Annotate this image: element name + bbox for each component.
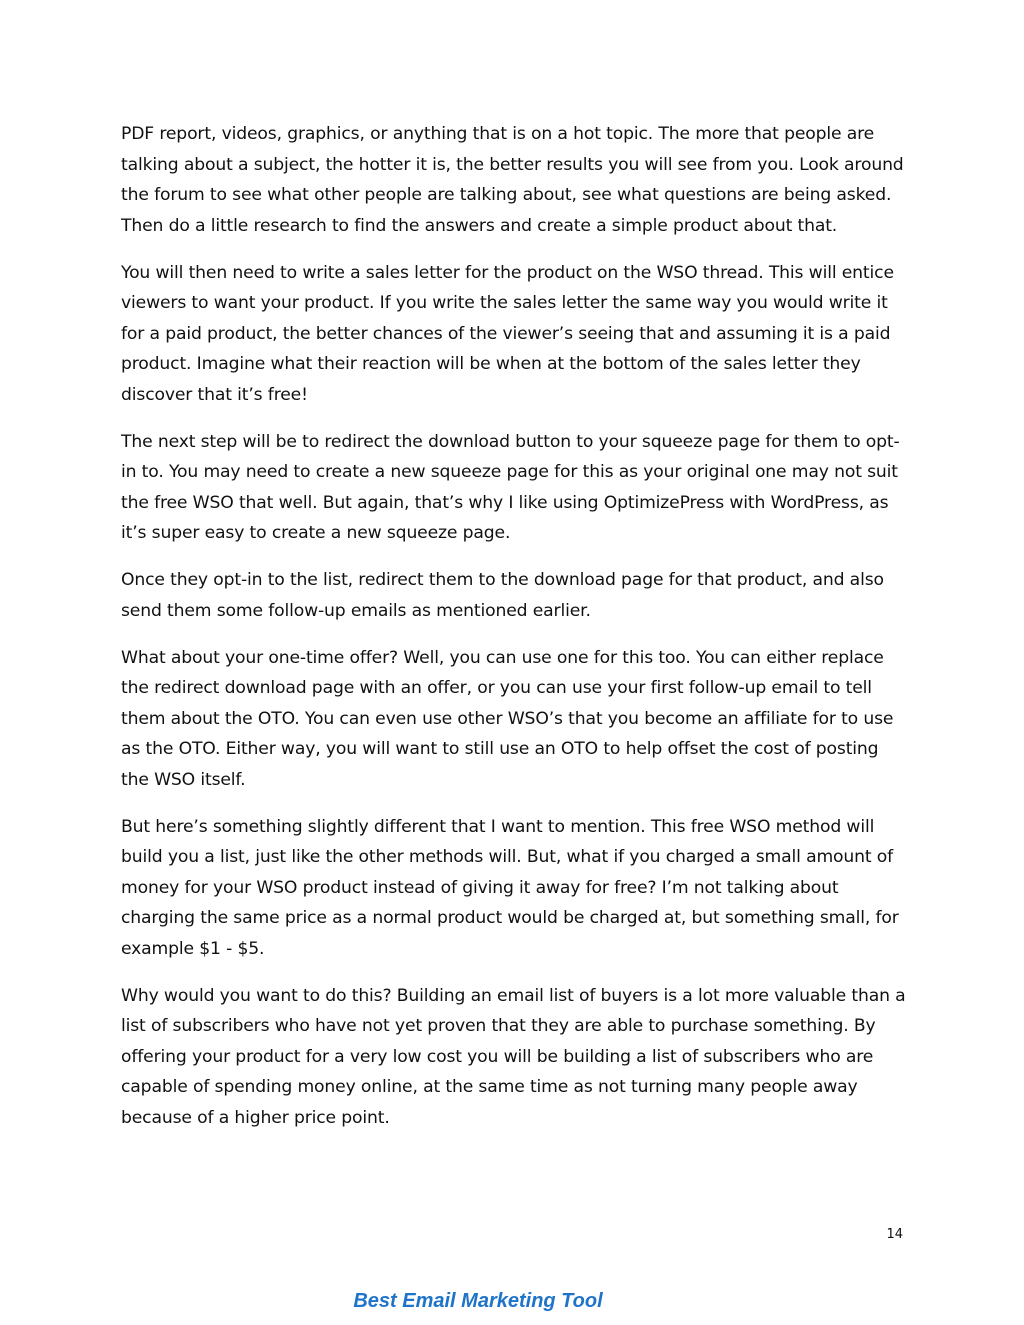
paragraph-6: But here’s something slightly different that I want to mention. This free WSO method will build you a list, just like the other methods will. But, what if you charged a small amount of money for your WSO product instead of giving it away for free? I’m not talking about charging the same price as a normal product would be charged at, but something small, for example $1 - $5. — [121, 816, 899, 959]
paragraph-5: What about your one-time offer? Well, you can use one for this too. You can either replace the redirect download page with an offer, or you can use your first follow-up email to tell them about the OTO. You can even use other WSO’s that you become an affiliate for to use as the OTO. Either way, you will want to still use an OTO to help offset the cost of posting the WSO itself. — [121, 647, 894, 790]
page-number: 14 — [886, 1227, 903, 1242]
footer-link[interactable]: Best Email Marketing Tool — [353, 1290, 603, 1312]
paragraph-4: Once they opt-in to the list, redirect them to the download page for that product, and also send them some follow-up emails as mentioned earlier. — [121, 570, 884, 621]
paragraph-7: Why would you want to do this? Building an email list of buyers is a lot more valuable than a list of subscribers who have not yet proven that they are able to purchase something. By offering your product for a very low cost you will be building a list of subscribers who are capable of spending money online, at the same time as not turning many people away because of a higher price point. — [121, 985, 906, 1128]
paragraph-1: PDF report, videos, graphics, or anything that is on a hot topic. The more that people are talking about a subject, the hotter it is, the better results you will see from you. Look around the forum to see what other people are talking about, see what questions are being asked. Then do a little research to find the answers and create a simple product about that. — [121, 124, 904, 236]
body-text — [121, 119, 907, 1150]
paragraph-2: You will then need to write a sales letter for the product on the WSO thread. This will entice viewers to want your product. If you write the sales letter the same way you would write it for a paid product, the better chances of the viewer’s seeing that and assuming it is a paid product. Imagine what their reaction will be when at the bottom of the sales letter they discover that it’s free! — [121, 262, 894, 405]
paragraph-3: The next step will be to redirect the download button to your squeeze page for them to opt-in to. You may need to create a new squeeze page for this as your original one may not suit the free WSO that well. But again, that’s why I like using OptimizePress with WordPress, as it’s super easy to create a new squeeze page. — [121, 431, 900, 543]
